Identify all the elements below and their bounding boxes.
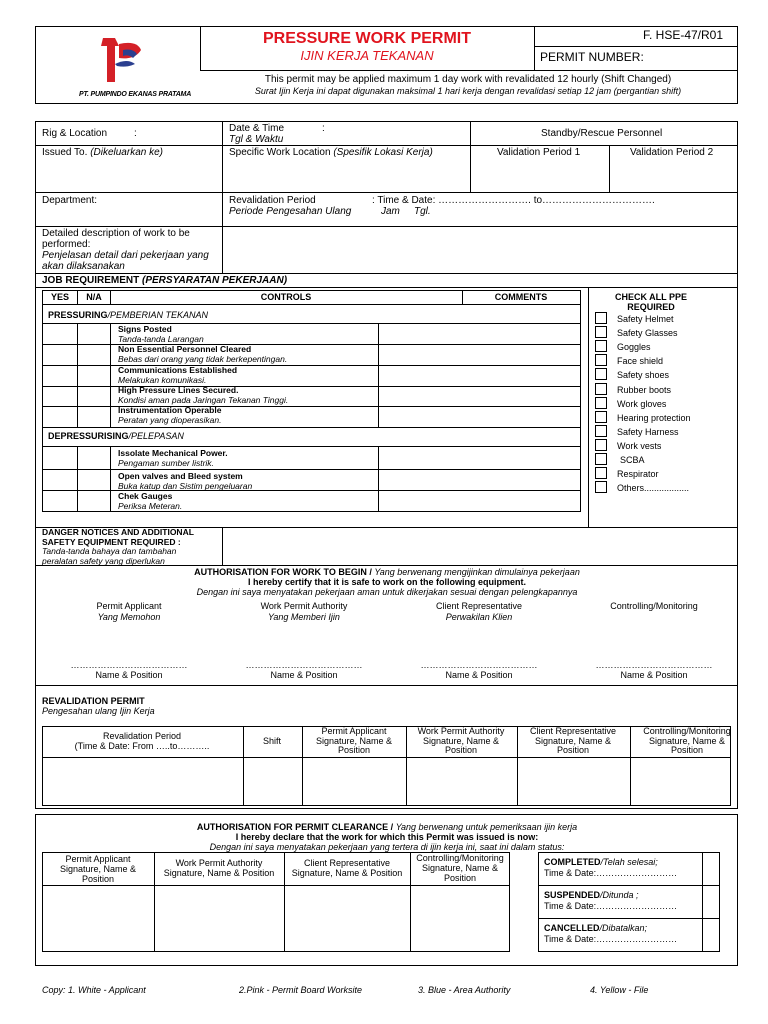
clearance-col-applicant: Permit Applicant Signature, Name & Position <box>59 854 137 884</box>
col-na: N/A <box>86 292 102 302</box>
col-controls: CONTROLS <box>260 292 312 302</box>
clearance-declare: I hereby declare that the work for which this Permit was issued is now: <box>235 832 539 842</box>
ppe-checkbox[interactable] <box>595 368 607 380</box>
control-item: Communications Established Melakukan komunikasi. <box>118 365 238 385</box>
revalidation-permit-title: REVALIDATION PERMIT <box>42 696 145 706</box>
issued-to-label: Issued To. (Dikeluarkan ke) <box>42 147 163 158</box>
ppe-label: Hearing protection <box>617 412 691 423</box>
ppe-checkbox[interactable] <box>595 411 607 423</box>
rig-colon: : <box>134 128 137 139</box>
ppe-checkbox[interactable] <box>595 397 607 409</box>
ppe-checkbox[interactable] <box>595 340 607 352</box>
depressuring-label: DEPRESSURISING/PELEPASAN <box>48 431 184 441</box>
ppe-label: Safety Harness <box>617 426 679 437</box>
clearance-title: AUTHORISATION FOR PERMIT CLEARANCE / Yang berwenang untuk pemeriksaan ijin kerja <box>196 822 578 832</box>
revalidation-tgl: Tgl. <box>414 206 431 217</box>
role-permit-applicant: Permit Applicant Yang Memohon <box>96 601 162 622</box>
revalidation-period-label: Revalidation Period <box>229 195 316 206</box>
form-subtitle: IJIN KERJA TEKANAN <box>300 48 434 63</box>
ppe-label: Safety Helmet <box>617 314 674 324</box>
authorisation-certify: I hereby certify that it is safe to work on the following equipment. <box>247 577 527 587</box>
control-item: High Pressure Lines Secured. Kondisi aman pada Jaringan Tekanan Tinggi. <box>118 385 289 405</box>
role-client-representative: Client Representative Perwakilan Klien <box>435 601 523 622</box>
form-code: F. HSE-47/R01 <box>643 28 724 42</box>
company-logo <box>75 36 175 86</box>
date-time-label: Date & Time <box>229 123 285 134</box>
col-yes: YES <box>50 292 70 302</box>
ppe-checkbox[interactable] <box>595 383 607 395</box>
control-item: Non Essential Personnel Cleared Bebas dari orang yang tidak berkepentingan. <box>118 344 288 364</box>
status-cancelled: CANCELLED/Dibatalkan; Time & Date:……………………… <box>544 923 678 944</box>
danger-notices-label: DANGER NOTICES AND ADDITIONAL SAFETY EQUIPMENT REQUIRED : Tanda-tanda bahaya dan tambahan peralatan safety yang diperlukan <box>42 527 194 566</box>
status-suspended: SUSPENDED/Ditunda ; Time & Date:……………………… <box>544 890 678 911</box>
date-time-label-id: Tgl & Waktu <box>229 134 284 145</box>
ppe-checkbox[interactable] <box>595 425 607 437</box>
ppe-label: Safety shoes <box>617 370 670 381</box>
ppe-label: Others.................. <box>617 483 690 494</box>
ppe-checkbox[interactable] <box>595 481 607 493</box>
name-position-label: Name & Position <box>95 670 163 680</box>
col-shift: Shift <box>262 736 282 746</box>
clearance-col-control: Controlling/Monitoring Signature, Name & Position <box>416 853 504 883</box>
control-item: Open valves and Bleed system Buka katup dan Sistim pengeluaran <box>118 471 253 491</box>
validation-period-1: Validation Period 1 <box>497 147 581 158</box>
signature-line: ………………………………… <box>595 660 713 670</box>
ppe-label: Goggles <box>617 342 651 353</box>
col-client: Client Representative Signature, Name & Position <box>529 726 617 755</box>
permit-note-id: Surat Ijin Kerja ini dapat digunakan maksimal 1 hari kerja dengan revalidasi setiap 12 jam (pergantian shift) <box>254 86 682 96</box>
rig-location-label: Rig & Location <box>42 128 108 139</box>
work-description-label: Detailed description of work to be performed: Penjelasan detail dari pekerjaan yang akan dilaksanakan <box>42 228 209 272</box>
validation-period-2: Validation Period 2 <box>630 147 714 158</box>
clearance-declare-id: Dengan ini saya menyatakan pekerjaan yang tertera di ijin kerja ini, saat ini dalam status: <box>209 842 565 852</box>
ppe-checkbox[interactable] <box>595 312 607 324</box>
name-position-label: Name & Position <box>620 670 688 680</box>
ppe-heading: CHECK ALL PPE REQUIRED <box>614 292 688 312</box>
footer-copy-blue: 3. Blue - Area Authority <box>418 985 511 995</box>
department-label: Department: <box>42 195 98 206</box>
ppe-label: Face shield <box>617 356 664 367</box>
ppe-label: SCBA <box>620 455 645 465</box>
col-authority: Work Permit Authority Signature, Name & Position <box>417 726 505 755</box>
date-colon: : <box>322 123 325 134</box>
revalidation-jam: Jam <box>381 206 400 217</box>
control-item: Issolate Mechanical Power. Pengaman sumber listrik. <box>118 448 228 468</box>
control-item: Chek Gauges Periksa Meteran. <box>118 491 183 511</box>
permit-note-en: This permit may be applied maximum 1 day work with revalidated 12 hourly (Shift Changed) <box>264 74 672 85</box>
ppe-label: Respirator <box>617 469 659 480</box>
control-item: Instrumentation Operable Peratan yang dioperasikan. <box>118 405 222 425</box>
ppe-label: Safety Glasses <box>617 328 678 339</box>
col-applicant: Permit Applicant Signature, Name & Position <box>315 726 393 755</box>
name-position-label: Name & Position <box>270 670 338 680</box>
role-controlling-monitoring: Controlling/Monitoring <box>610 601 698 611</box>
ppe-label: Work gloves <box>617 398 667 409</box>
ppe-checkbox[interactable] <box>595 467 607 479</box>
standby-personnel: Standby/Rescue Personnel <box>541 128 663 139</box>
clearance-col-authority: Work Permit Authority Signature, Name & Position <box>163 858 275 878</box>
footer-copy-yellow: 4. Yellow - File <box>590 985 649 995</box>
work-location-label: Specific Work Location (Spesifik Lokasi Kerja) <box>229 147 433 158</box>
control-item: Signs Posted Tanda-tanda Larangan <box>118 324 204 344</box>
signature-line: ………………………………… <box>70 660 188 670</box>
job-requirement-heading: JOB REQUIREMENT (PERSYARATAN PEKERJAAN) <box>42 275 288 286</box>
ppe-checkbox[interactable] <box>595 439 607 451</box>
clearance-col-client: Client Representative Signature, Name & Position <box>291 858 403 878</box>
col-revalidation-period: Revalidation Period (Time & Date: From …..to……….. <box>74 731 210 751</box>
permit-number-label: PERMIT NUMBER: <box>540 50 644 64</box>
ppe-checkbox[interactable] <box>595 354 607 366</box>
role-work-permit-authority: Work Permit Authority Yang Memberi Ijin <box>260 601 348 622</box>
footer-copy-pink: 2.Pink - Permit Board Worksite <box>239 985 363 995</box>
ppe-checkbox[interactable] <box>595 453 607 465</box>
col-control: Controlling/Monitoring Signature, Name & Position <box>643 726 731 755</box>
signature-line: ………………………………… <box>245 660 363 670</box>
name-position-label: Name & Position <box>445 670 513 680</box>
revalidation-period-label-id: Periode Pengesahan Ulang <box>229 206 352 217</box>
ppe-checkbox[interactable] <box>595 326 607 338</box>
status-completed: COMPLETED/Telah selesai; Time & Date:……………………… <box>544 857 678 878</box>
form-title: PRESSURE WORK PERMIT <box>262 30 472 47</box>
col-comments: COMMENTS <box>494 292 548 302</box>
signature-line: ………………………………… <box>420 660 538 670</box>
ppe-label: Work vests <box>617 440 662 451</box>
footer-copy-white: Copy: 1. White - Applicant <box>42 985 146 995</box>
revalidation-permit-title-id: Pengesahan ulang Ijin Kerja <box>42 706 155 716</box>
ppe-label: Rubber boots <box>617 384 672 395</box>
revalidation-time: : Time & Date: ………………………. to……………………………. <box>372 195 655 206</box>
company-name: PT. PUMPINDO EKANAS PRATAMA <box>79 91 192 98</box>
authorisation-certify-id: Dengan ini saya menyatakan pekerjaan aman untuk dikerjakan sesuai dengan pelengkapannya <box>196 587 578 597</box>
authorisation-title: AUTHORISATION FOR WORK TO BEGIN / Yang berwenang mengijinkan dimulainya pekerjaan <box>194 567 580 577</box>
pressuring-label: PRESSURING/PEMBERIAN TEKANAN <box>48 310 209 320</box>
